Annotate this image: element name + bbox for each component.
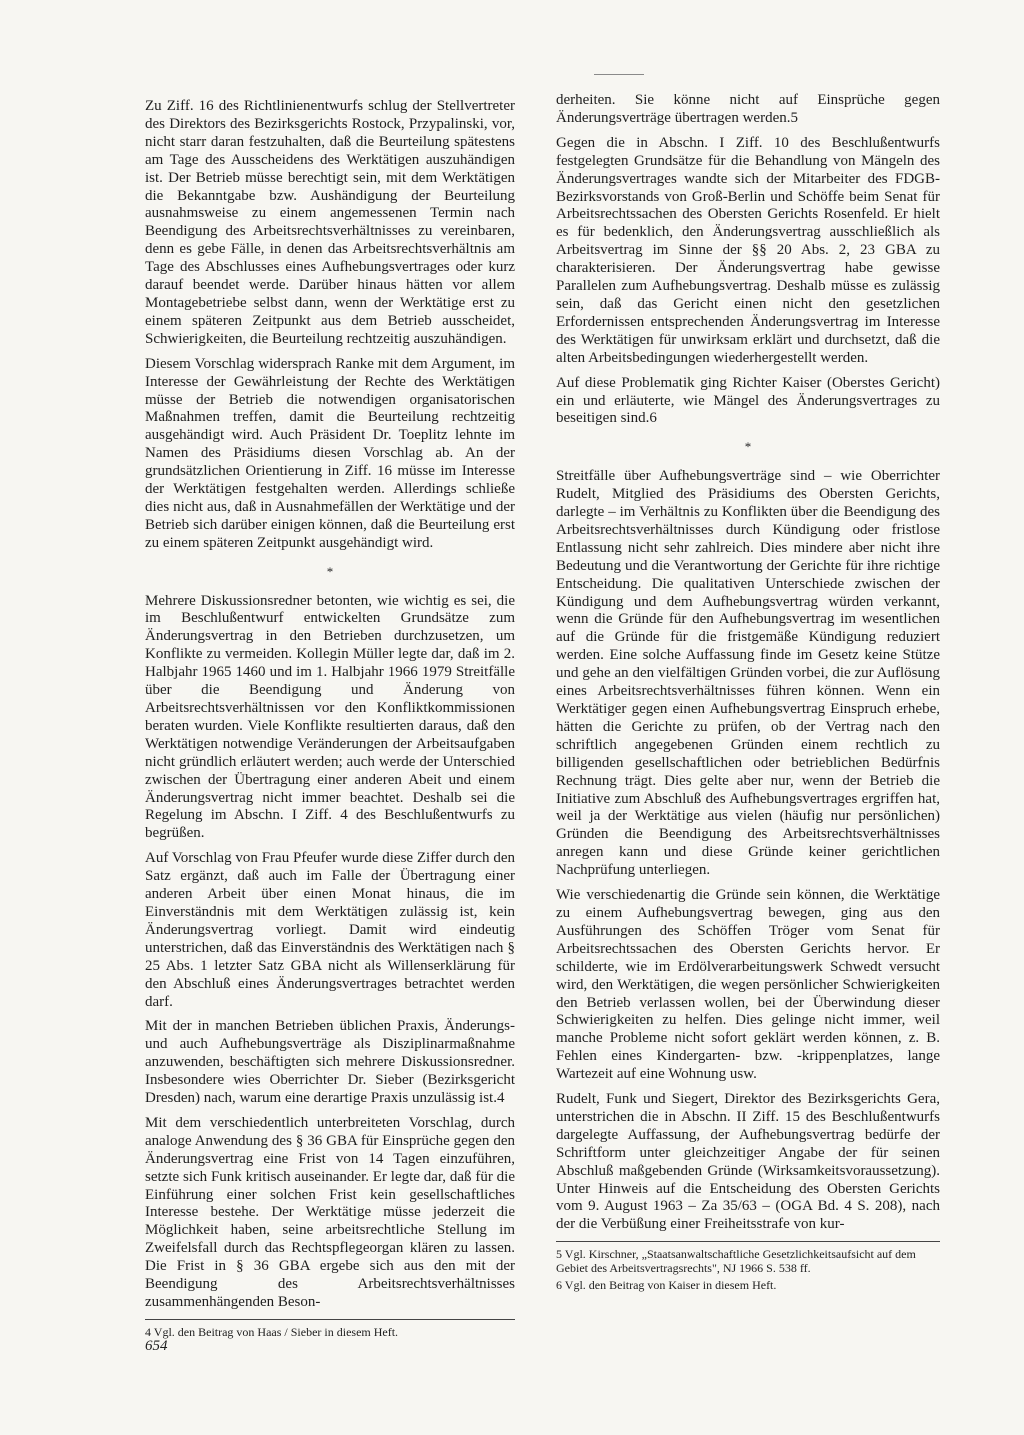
page-number: 654 <box>145 1338 168 1354</box>
paragraph: Mit der in manchen Betrieben üblichen Praxis, Änderungs- und auch Aufhebungsverträge als Disziplinarmaßnahme anzuwenden, beschäftigten sich mehrere Diskussionsredner. Insbesondere wies Oberrichter Dr. Sieber (Bezirksgericht Dresden) nach, warum eine derartige Praxis unzulässig ist.4 <box>145 1018 515 1107</box>
footnote: 5 Vgl. Kirschner, „Staatsanwaltschaftliche Gesetzlichkeitsaufsicht auf dem Gebiet des Arbeitsvertragsrechts", NJ 1966 S. 538 ff. <box>556 1247 916 1276</box>
paragraph: Gegen die in Abschn. I Ziff. 10 des Beschlußentwurfs festgelegten Grundsätze für die Behandlung von Mängeln des Änderungsvertrages wandte sich der Mitarbeiter des FDGB-Bezirksvorstands von Groß-Berlin und Schöffe beim Senat für Arbeitsrechtssachen des Obersten Gerichts Rosenfeld. Er hielt es für bedenklich, den Änderungsvertrag ausschließlich als Arbeitsvertrag im Sinne der §§ 20 Abs. 2, 23 GBA zu charakterisieren. Der Änderungsvertrag habe gewisse Parallelen zum Aufhebungsvertrag. Deshalb müsse es zulässig sein, daß das Gericht einen nicht den gesetzlichen Erfordernissen entsprechenden Änderungsvertrag im Interesse des Werktätigen für unwirksam erklärt und durchsetzt, daß die alten Arbeitsbedingungen wiederhergestellt werden. <box>556 134 940 366</box>
paragraph: Zu Ziff. 16 des Richtlinienentwurfs schlug der Stellvertreter des Direktors des Bezirksgerichts Rostock, Przypalinski, vor, nicht starr daran festzuhalten, daß die Beurteilung spätestens am Tage des Ausscheidens des Werktätigen auszuhändigen ist. Der Betrieb müsse berechtigt sein, mit dem Werktätigen die Bekanntgabe bzw. Aushändigung der Beurteilung ausnahmsweise zu einem angemessenen Termin nach Beendigung des Arbeitsrechtsverhältnisses zu vereinbaren, denn es gebe Fälle, in denen das Arbeitsrechtsverhältnis am Tage des Abschlusses eines Aufhebungsvertrages oder kurz darauf beendet werde. Darüber hinaus hätten vor allem Montagebetriebe selbst dann, wenn der Werktätige erst zu einem späteren Zeitpunkt aus dem Betrieb ausscheidet, Schwierigkeiten, die Beurteilung rechtzeitig auszuhändigen. <box>145 98 515 347</box>
footnote: 6 Vgl. den Beitrag von Kaiser in diesem Heft. <box>556 1278 777 1293</box>
top-rule <box>594 74 644 75</box>
paragraph: Diesem Vorschlag widersprach Ranke mit dem Argument, im Interesse der Gewährleistung der Rechte des Werktätigen müsse der Betrieb die notwendigen organisatorischen Maßnahmen treffen, damit die Beurteilung rechtzeitig ausgehändigt wird. Auch Präsident Dr. Toeplitz lehnte im Namen des Präsidiums diesen Vorschlag ab. An der grundsätzlichen Orientierung in Ziff. 16 müsse im Interesse der Werktätigen festgehalten werden. Allerdings schließe dies nicht aus, daß in Ausnahmefällen der Werktätige und der Betrieb sich darüber einigen können, daß die Beurteilung erst zu einem späteren Zeitpunkt ausgehändigt wird. <box>145 355 515 551</box>
right-column <box>556 92 940 1295</box>
section-separator: * <box>744 439 752 455</box>
paragraph: Mehrere Diskussionsredner betonten, wie wichtig es sei, die im Beschlußentwurf entwickelten Grundsätze zum Änderungsvertrag in den Betrieben durchzusetzen, um Konflikte zu vermeiden. Kollegin Müller legte dar, daß im 2. Halbjahr 1965 1460 und im 1. Halbjahr 1966 1979 Streitfälle über die Beendigung und Änderung von Arbeitsrechtsverhältnissen vor den Konfliktkommissionen beraten wurden. Viele Konflikte resultierten daraus, daß den Werktätigen notwendige Veränderungen der Arbeitsaufgaben nicht gründlich erläutert werden; auch werde der Unterschied zwischen der Übertragung einer anderen Abeit und einem Änderungsvertrag nicht immer beachtet. Deshalb sei die Regelung im Abschn. I Ziff. 4 des Beschlußentwurfs zu begrüßen. <box>145 592 515 842</box>
paragraph: Rudelt, Funk und Siegert, Direktor des Bezirksgerichts Gera, unterstrichen die in Abschn. II Ziff. 15 des Beschlußentwurfs dargelegte Auffassung, der Aufhebungsvertrag bedürfe der Schriftform unter gleichzeitiger Angabe der für seinen Abschluß maßgebenden Gründe (Wirksamkeitsvoraussetzung). Unter Hinweis auf die Entscheidung des Obersten Gerichts vom 9. August 1963 – Za 35/63 – (OGA Bd. 4 S. 208), nach der die Verbüßung einer Freiheitsstrafe von kur- <box>556 1091 940 1233</box>
section-separator: * <box>326 563 334 579</box>
paragraph: Mit dem verschiedentlich unterbreiteten Vorschlag, durch analoge Anwendung des § 36 GBA für Einsprüche gegen den Änderungsvertrag eine Frist von 14 Tagen einzuführen, setzte sich Funk kritisch auseinander. Er legte dar, daß für die Einführung einer solchen Frist kein gesellschaftliches Interesse bestehe. Der Werktätige müsse jederzeit die Möglichkeit haben, seine arbeitsrechtliche Stellung im Zweifelsfall durch das Rechtspflegeorgan klären zu lassen. Die Frist in § 36 GBA ergebe sich aus den mit der Beendigung des Arbeitsrechtsverhältnisses zusammenhängenden Beson- <box>145 1114 515 1310</box>
paragraph: Streitfälle über Aufhebungsverträge sind – wie Oberrichter Rudelt, Mitglied des Präsidiums des Obersten Gerichts, darlegte – im Verhältnis zu Konflikten über die Beendigung des Arbeitsrechtsverhältnisses durch Kündigung oder fristlose Entlassung nicht sehr zahlreich. Dies mindere aber nicht ihre Bedeutung und die Verantwortung der Gerichte für ihre richtige Entscheidung. Die qualitativen Unterschiede zwischen der Kündigung und dem Aufhebungsvertrag würden verkannt, wenn die Gründe für den Aufhebungsvertrag im wesentlichen auf die Gründe für die fristgemäße Kündigung reduziert werden. Eine solche Auffassung finde im Gesetz keine Stütze und gehe an den vielfältigen Gründen vorbei, die zur Auflösung eines Arbeitsrechtsverhältnisses führen können. Wenn ein Werktätiger gegen einen Aufhebungsvertrag Einspruch erhebe, hätten die Gerichte zu prüfen, ob der Vertrag nach den schriftlich angegebenen Gründen einem rechtlich zu billigenden gesellschaftlichen oder betrieblichen Bedürfnis Rechnung trägt. Dies gelte aber nur, wenn der Betrieb die Initiative zum Abschluß des Aufhebungsvertrages ergriffen hat, weil ja der Werktätige aus vielen (häufig nur persönlichen) Gründen die Beendigung des Arbeitsrechtsverhältnisses anregen kann und diese Gründe keiner gerichtlichen Nachprüfung unterliegen. <box>556 468 940 879</box>
paragraph: Auf diese Problematik ging Richter Kaiser (Oberstes Gericht) ein und erläuterte, wie Mängel des Änderungsvertrages zu beseitigen sind.6 <box>556 374 940 427</box>
footnote-divider <box>556 1241 940 1242</box>
footnote: 4 Vgl. den Beitrag von Haas / Sieber in diesem Heft. <box>145 1324 399 1339</box>
paragraph: Wie verschiedenartig die Gründe sein können, die Werktätige zu einem Aufhebungsvertrag bewegen, ging aus den Ausführungen des Schöffen Tröger vom Senat für Arbeitsrechtssachen des Obersten Gerichts hervor. Er schilderte, wie im Erdölverarbeitungswerk Schwedt versucht wird, den Werktätigen, die wegen persönlicher Schwierigkeiten den Betrieb verlassen wollen, bei der Überwindung dieser Schwierigkeiten zu helfen. Dies gelinge nicht immer, weil manche Probleme nicht sofort geklärt werden können, z. B. Fehlen eines Kindergarten- bzw. -krippenplatzes, lange Wartezeit auf eine Wohnung usw. <box>556 887 940 1083</box>
paragraph: Auf Vorschlag von Frau Pfeufer wurde diese Ziffer durch den Satz ergänzt, daß auch im Falle der Übertragung einer anderen Arbeit über einen Monat hinaus, die im Einverständnis mit dem Werktätigen zulässig ist, kein Änderungsvertrag vorliegt. Damit wird eindeutig unterstrichen, daß das Einverständnis des Werktätigen nach § 25 Abs. 1 letzter Satz GBA nicht als Willenserklärung für den Abschluß eines Änderungsvertrages betrachtet werden darf. <box>145 850 515 1010</box>
paragraph: derheiten. Sie könne nicht auf Einsprüche gegen Änderungsverträge übertragen werden.5 <box>556 92 940 126</box>
footnote-divider <box>145 1319 515 1320</box>
left-column <box>145 98 515 1342</box>
